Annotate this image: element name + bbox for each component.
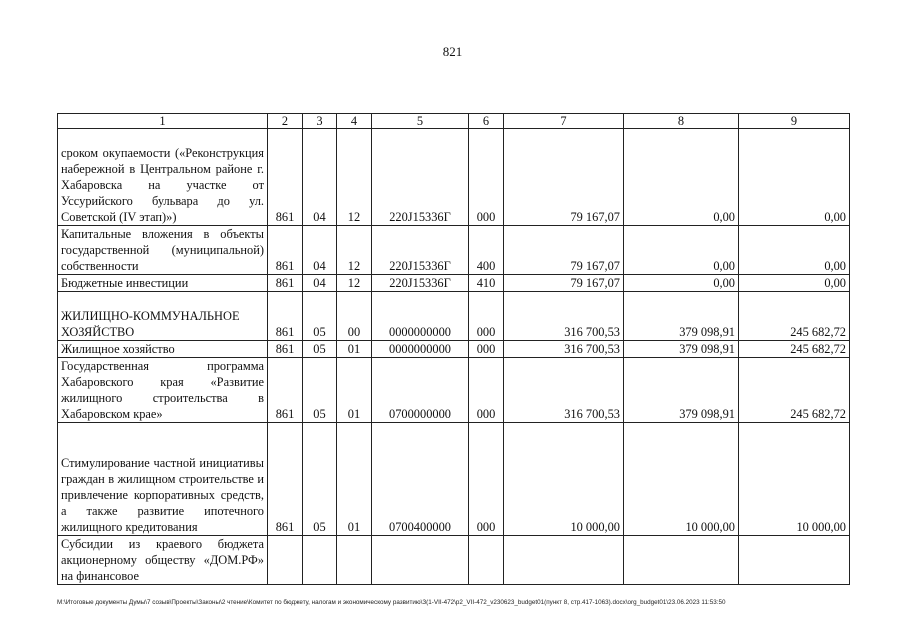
cell-c9: 0,00 — [739, 129, 850, 226]
cell-c5: 220J15336Г — [372, 226, 469, 275]
cell-c4: 12 — [337, 226, 372, 275]
cell-c9: 245 682,72 — [739, 341, 850, 358]
file-path-footer: M:\Итоговые документы Думы\7 созыв\Проекты\Законы\2 чтение\Комитет по бюджету, налогам и экономическому развитию\З(1-VII-472\р2_VII-472_v230623_budget01(пункт 8, стр.417-1063).docx\org_budget01\23.06.2023 11:53:50 — [57, 599, 726, 606]
cell-c5 — [372, 536, 469, 585]
cell-c2: 861 — [268, 358, 303, 423]
cell-c2: 861 — [268, 423, 303, 536]
cell-c6: 000 — [469, 341, 504, 358]
cell-c7: 79 167,07 — [504, 275, 624, 292]
cell-c4: 01 — [337, 423, 372, 536]
cell-c8: 379 098,91 — [624, 292, 739, 341]
cell-c5: 220J15336Г — [372, 275, 469, 292]
cell-c8: 0,00 — [624, 129, 739, 226]
cell-c6: 000 — [469, 129, 504, 226]
page-number: 821 — [442, 44, 463, 59]
cell-c7: 10 000,00 — [504, 423, 624, 536]
cell-c5: 220J15336Г — [372, 129, 469, 226]
cell-c9: 0,00 — [739, 226, 850, 275]
cell-c4: 12 — [337, 129, 372, 226]
cell-c4: 00 — [337, 292, 372, 341]
cell-c5: 0000000000 — [372, 341, 469, 358]
budget-table — [57, 113, 850, 585]
cell-c7: 316 700,53 — [504, 341, 624, 358]
cell-c9: 10 000,00 — [739, 423, 850, 536]
cell-c9: 245 682,72 — [739, 358, 850, 423]
header-cell: 7 — [504, 114, 624, 129]
cell-c9: 0,00 — [739, 275, 850, 292]
table-row — [58, 536, 850, 585]
cell-c4 — [337, 536, 372, 585]
cell-c8: 0,00 — [624, 226, 739, 275]
cell-c7: 316 700,53 — [504, 292, 624, 341]
cell-c5: 0000000000 — [372, 292, 469, 341]
header-cell: 1 — [58, 114, 268, 129]
cell-c3: 04 — [303, 275, 337, 292]
cell-c8 — [624, 536, 739, 585]
cell-c2: 861 — [268, 275, 303, 292]
cell-c5: 0700400000 — [372, 423, 469, 536]
cell-c6: 400 — [469, 226, 504, 275]
cell-c4: 01 — [337, 358, 372, 423]
cell-c2: 861 — [268, 226, 303, 275]
cell-c8: 10 000,00 — [624, 423, 739, 536]
header-cell: 3 — [303, 114, 337, 129]
cell-c7 — [504, 536, 624, 585]
table-row — [58, 423, 850, 536]
row-name: Государственная программа Хабаровского края «Развитие жилищного строительства в Хабаровском крае» — [58, 358, 268, 423]
cell-c8: 379 098,91 — [624, 358, 739, 423]
row-name: сроком окупаемости («Реконструкция набережной в Центральном районе г. Хабаровска на участке от Уссурийского бульвара до ул. Советской (IV этап)») — [58, 129, 268, 226]
row-name: Бюджетные инвестиции — [58, 275, 268, 292]
cell-c3: 04 — [303, 129, 337, 226]
cell-c8: 0,00 — [624, 275, 739, 292]
cell-c7: 316 700,53 — [504, 358, 624, 423]
row-name: Субсидии из краевого бюджета акционерному обществу «ДОМ.РФ» на финансовое — [58, 536, 268, 585]
cell-c8: 379 098,91 — [624, 341, 739, 358]
table-row — [58, 129, 850, 226]
cell-c7: 79 167,07 — [504, 226, 624, 275]
table-row — [58, 292, 850, 341]
cell-c4: 01 — [337, 341, 372, 358]
cell-c3: 04 — [303, 226, 337, 275]
cell-c6 — [469, 536, 504, 585]
cell-c6: 410 — [469, 275, 504, 292]
table-header-row — [58, 114, 850, 129]
row-name: Жилищное хозяйство — [58, 341, 268, 358]
header-cell: 6 — [469, 114, 504, 129]
cell-c2: 861 — [268, 292, 303, 341]
cell-c4: 12 — [337, 275, 372, 292]
cell-c2: 861 — [268, 341, 303, 358]
cell-c3: 05 — [303, 423, 337, 536]
table-row — [58, 226, 850, 275]
table-row — [58, 275, 850, 292]
cell-c3: 05 — [303, 292, 337, 341]
header-cell: 8 — [624, 114, 739, 129]
header-cell: 4 — [337, 114, 372, 129]
cell-c9: 245 682,72 — [739, 292, 850, 341]
cell-c2: 861 — [268, 129, 303, 226]
header-cell: 9 — [739, 114, 850, 129]
row-name: ЖИЛИЩНО-КОММУНАЛЬНОЕ ХОЗЯЙСТВО — [58, 292, 268, 341]
header-cell: 2 — [268, 114, 303, 129]
cell-c6: 000 — [469, 292, 504, 341]
table-row — [58, 341, 850, 358]
header-cell: 5 — [372, 114, 469, 129]
cell-c7: 79 167,07 — [504, 129, 624, 226]
cell-c6: 000 — [469, 358, 504, 423]
cell-c3: 05 — [303, 358, 337, 423]
cell-c9 — [739, 536, 850, 585]
cell-c6: 000 — [469, 423, 504, 536]
row-name: Капитальные вложения в объекты государственной (муниципальной) собственности — [58, 226, 268, 275]
cell-c2 — [268, 536, 303, 585]
cell-c3 — [303, 536, 337, 585]
cell-c5: 0700000000 — [372, 358, 469, 423]
cell-c3: 05 — [303, 341, 337, 358]
row-name: Стимулирование частной инициативы граждан в жилищном строительстве и привлечение корпоративных средств, а также развитие ипотечного жилищного кредитования — [58, 423, 268, 536]
table-row — [58, 358, 850, 423]
